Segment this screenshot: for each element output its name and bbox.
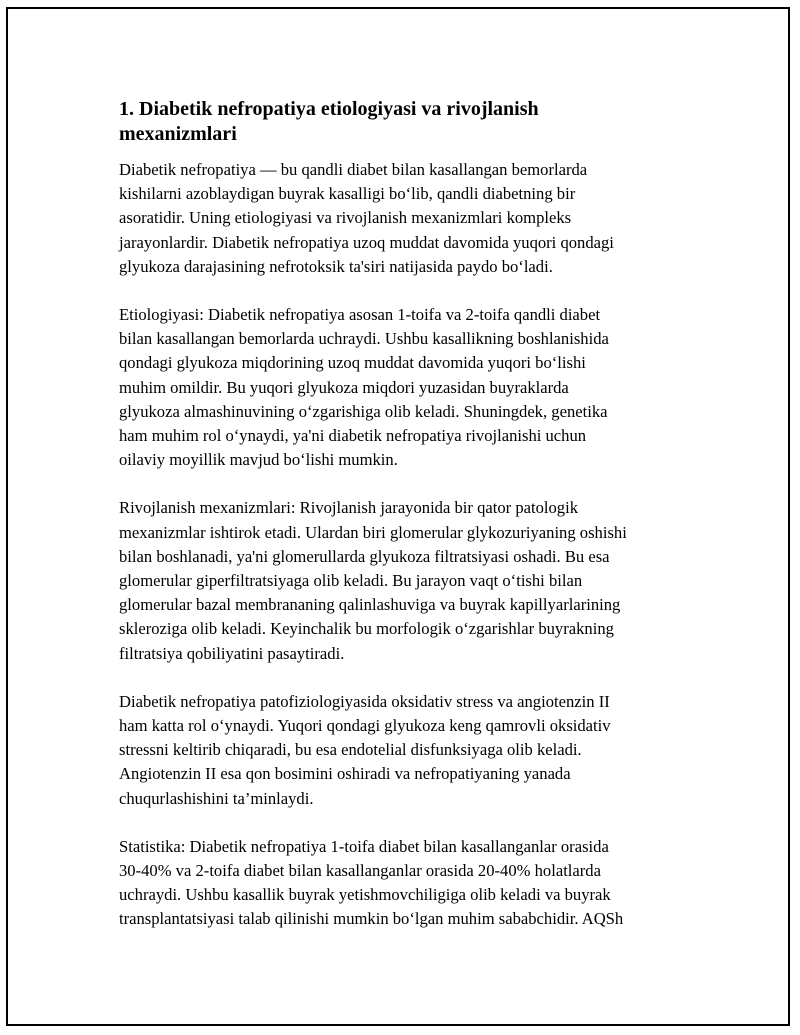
text-line: qondagi glyukoza miqdorining uzoq muddat davomida yuqori bo‘lishi — [119, 353, 586, 373]
text-line: muhim omildir. Bu yuqori glyukoza miqdori yuzasidan buyraklarda — [119, 377, 569, 397]
text-line: uchraydi. Ushbu kasallik buyrak yetishmovchiligiga olib keladi va buyrak — [119, 885, 611, 905]
text-line: glyukoza darajasining nefrotoksik ta'siri natijasida paydo bo‘ladi. — [119, 256, 553, 276]
section-heading — [119, 97, 699, 147]
text-line: bilan kasallangan bemorlarda uchraydi. Ushbu kasallikning boshlanishida — [119, 329, 609, 349]
paragraph-intro — [119, 158, 699, 279]
text-line: glyukoza almashinuvining o‘zgarishiga olib keladi. Shuningdek, genetika — [119, 401, 608, 421]
paragraph-etiology — [119, 303, 699, 472]
heading-line: 1. Diabetik nefropatiya etiologiyasi va rivojlanish — [119, 98, 539, 120]
text-line: jarayonlardir. Diabetik nefropatiya uzoq muddat davomida yuqori qondagi — [119, 232, 614, 252]
text-line: transplantatsiyasi talab qilinishi mumkin bo‘lgan muhim sababchidir. AQSh — [119, 909, 624, 929]
text-line: oilaviy moyillik mavjud bo‘lishi mumkin. — [119, 450, 398, 470]
text-line: asoratidir. Uning etiologiyasi va rivojlanish mexanizmlari kompleks — [119, 208, 572, 228]
paragraph-statistics — [119, 835, 699, 932]
text-line: mexanizmlar ishtirok etadi. Ulardan biri glomerular glykozuriyaning oshishi — [119, 522, 627, 542]
text-line: skleroziga olib keladi. Keyinchalik bu morfologik o‘zgarishlar buyrakning — [119, 619, 614, 639]
text-line: glomerular bazal membrananing qalinlashuviga va buyrak kapillyarlarining — [119, 595, 621, 615]
text-line: Etiologiyasi: Diabetik nefropatiya asosan 1-toifa va 2-toifa qandli diabet — [119, 305, 601, 325]
text-line: kishilarni azoblaydigan buyrak kasalligi bo‘lib, qandli diabetning bir — [119, 184, 576, 204]
text-line: Diabetik nefropatiya patofiziologiyasida oksidativ stress va angiotenzin II — [119, 691, 610, 711]
text-line: chuqurlashishini ta’minlaydi. — [119, 788, 314, 808]
text-line: glomerular giperfiltratsiyaga olib keladi. Bu jarayon vaqt o‘tishi bilan — [119, 571, 583, 591]
text-line: Rivojlanish mexanizmlari: Rivojlanish jarayonida bir qator patologik — [119, 498, 579, 518]
text-line: ham muhim rol o‘ynaydi, ya'ni diabetik nefropatiya rivojlanishi uchun — [119, 426, 587, 446]
paragraph-mechanisms — [119, 496, 699, 665]
text-line: Angiotenzin II esa qon bosimini oshiradi va nefropatiyaning yanada — [119, 764, 571, 784]
text-line: stressni keltirib chiqaradi, bu esa endotelial disfunksiyaga olib keladi. — [119, 740, 582, 760]
text-line: bilan boshlanadi, ya'ni glomerullarda glyukoza filtratsiyasi oshadi. Bu esa — [119, 546, 610, 566]
text-line: filtratsiya qobiliyatini pasaytiradi. — [119, 643, 345, 663]
text-line: 30-40% va 2-toifa diabet bilan kasallanganlar orasida 20-40% holatlarda — [119, 861, 601, 881]
text-line: Diabetik nefropatiya — bu qandli diabet bilan kasallangan bemorlarda — [119, 160, 588, 179]
paragraph-pathophysiology — [119, 690, 699, 811]
document-content — [119, 97, 699, 956]
text-line: ham katta rol o‘ynaydi. Yuqori qondagi glyukoza keng qamrovli oksidativ — [119, 716, 611, 736]
document-page — [6, 7, 790, 1026]
text-line: Statistika: Diabetik nefropatiya 1-toifa diabet bilan kasallanganlar orasida — [119, 836, 609, 856]
heading-line: mexanizmlari — [119, 123, 237, 145]
